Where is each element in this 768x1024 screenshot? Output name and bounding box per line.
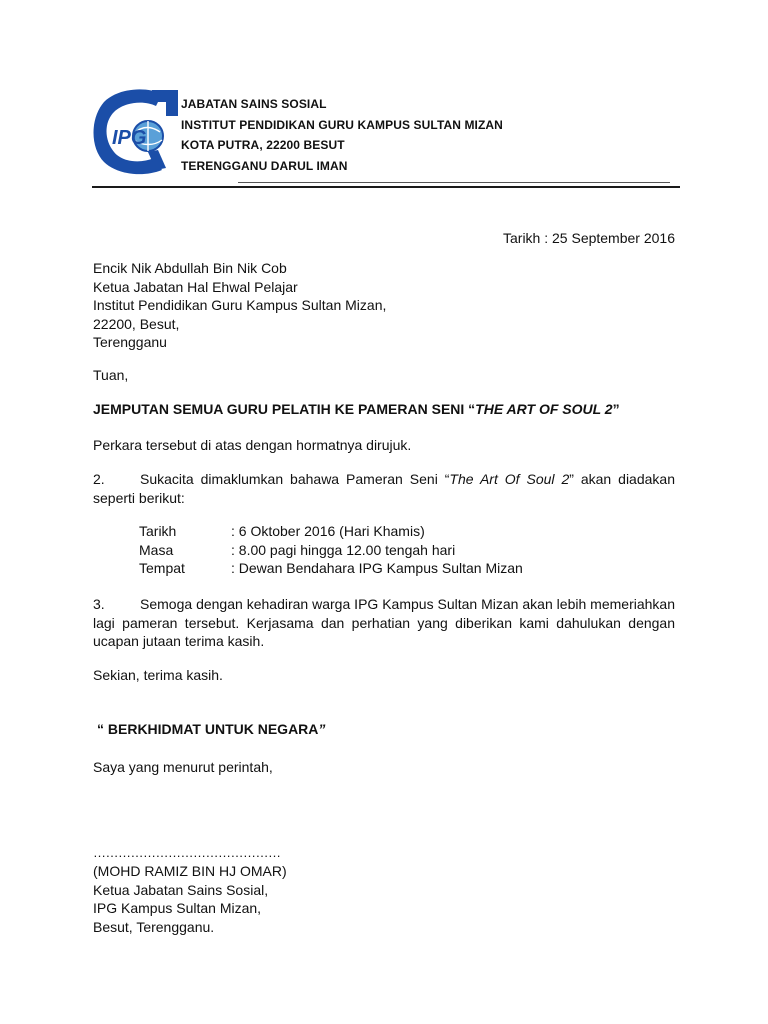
ipg-logo-icon bbox=[92, 86, 180, 178]
detail-label: Masa bbox=[139, 541, 174, 558]
exhibition-title: The Art Of Soul 2 bbox=[449, 471, 570, 487]
motto-open-quote: “ bbox=[97, 721, 108, 737]
subject-prefix: JEMPUTAN SEMUA GURU PELATIH KE PAMERAN SENI “ bbox=[93, 401, 476, 417]
recipient-line: Institut Pendidikan Guru Kampus Sultan Mizan, bbox=[93, 297, 387, 313]
letterhead-line: TERENGGANU DARUL IMAN bbox=[181, 158, 348, 173]
signatory-line: IPG Kampus Sultan Mizan, bbox=[93, 900, 262, 916]
letterhead-line: INSTITUT PENDIDIKAN GURU KAMPUS SULTAN MIZAN bbox=[181, 117, 503, 132]
detail-row bbox=[139, 541, 523, 560]
paragraph-2-after: ” akan diadakan seperti berikut: bbox=[93, 471, 675, 506]
motto-close-quote: ” bbox=[318, 721, 326, 737]
detail-row bbox=[139, 559, 523, 578]
recipient-line: 22200, Besut, bbox=[93, 315, 180, 332]
detail-value: : 6 Oktober 2016 (Hari Khamis) bbox=[231, 523, 425, 539]
reference-line: Perkara tersebut di atas dengan hormatnya dirujuk. bbox=[93, 437, 412, 453]
salutation: Tuan, bbox=[93, 367, 129, 383]
letter-date: Tarikh : 25 September 2016 bbox=[503, 230, 675, 246]
signatory-block bbox=[93, 862, 287, 936]
recipient-line: Encik Nik Abdullah Bin Nik Cob bbox=[93, 260, 287, 276]
signatory-line: Besut, Terengganu. bbox=[93, 918, 215, 935]
motto-text: BERKHIDMAT UNTUK NEGARA bbox=[107, 721, 319, 737]
signatory-line: Ketua Jabatan Sains Sosial, bbox=[93, 881, 269, 898]
logo-text: IPG bbox=[112, 127, 147, 149]
detail-label: Tempat bbox=[139, 560, 185, 576]
recipient-address bbox=[93, 259, 386, 352]
recipient-line: Terengganu bbox=[93, 334, 167, 350]
event-details bbox=[139, 522, 523, 578]
letterhead-rule-thin bbox=[238, 182, 670, 183]
letterhead-address bbox=[181, 94, 503, 176]
signatory-line: (MOHD RAMIZ BIN HJ OMAR) bbox=[93, 863, 287, 879]
paragraph-number: 2. bbox=[93, 471, 105, 487]
detail-value: : Dewan Bendahara IPG Kampus Sultan Mizan bbox=[231, 560, 523, 576]
letter-subject bbox=[93, 400, 620, 419]
letterhead-line: KOTA PUTRA, 22200 BESUT bbox=[181, 138, 345, 152]
detail-row bbox=[139, 522, 523, 541]
detail-value: : 8.00 pagi hingga 12.00 tengah hari bbox=[231, 541, 456, 558]
detail-label: Tarikh bbox=[139, 523, 177, 539]
closing-line: Sekian, terima kasih. bbox=[93, 667, 223, 683]
subject-title: THE ART OF SOUL 2 bbox=[475, 401, 613, 417]
subject-suffix: ” bbox=[612, 401, 620, 417]
paragraph-2-before: Sukacita dimaklumkan bahawa Pameran Seni “ bbox=[140, 471, 450, 487]
recipient-line: Ketua Jabatan Hal Ehwal Pelajar bbox=[93, 278, 298, 295]
letterhead-rule bbox=[92, 186, 680, 188]
paragraph-number: 3. bbox=[93, 596, 105, 612]
signature-line: ……………………………………… bbox=[93, 845, 281, 860]
yours-faithfully: Saya yang menurut perintah, bbox=[93, 759, 273, 775]
paragraph-3 bbox=[93, 595, 675, 651]
motto bbox=[97, 720, 325, 739]
letterhead-line: JABATAN SAINS SOSIAL bbox=[181, 97, 327, 111]
paragraph-3-text: Semoga dengan kehadiran warga IPG Kampus Sultan Mizan akan lebih memeriahkan lagi pameran tersebut. Kerjasama dan perhatian yang diberikan kami dahulukan dengan ucapan jutaan terima kasih. bbox=[93, 596, 675, 649]
paragraph-2 bbox=[93, 470, 675, 507]
